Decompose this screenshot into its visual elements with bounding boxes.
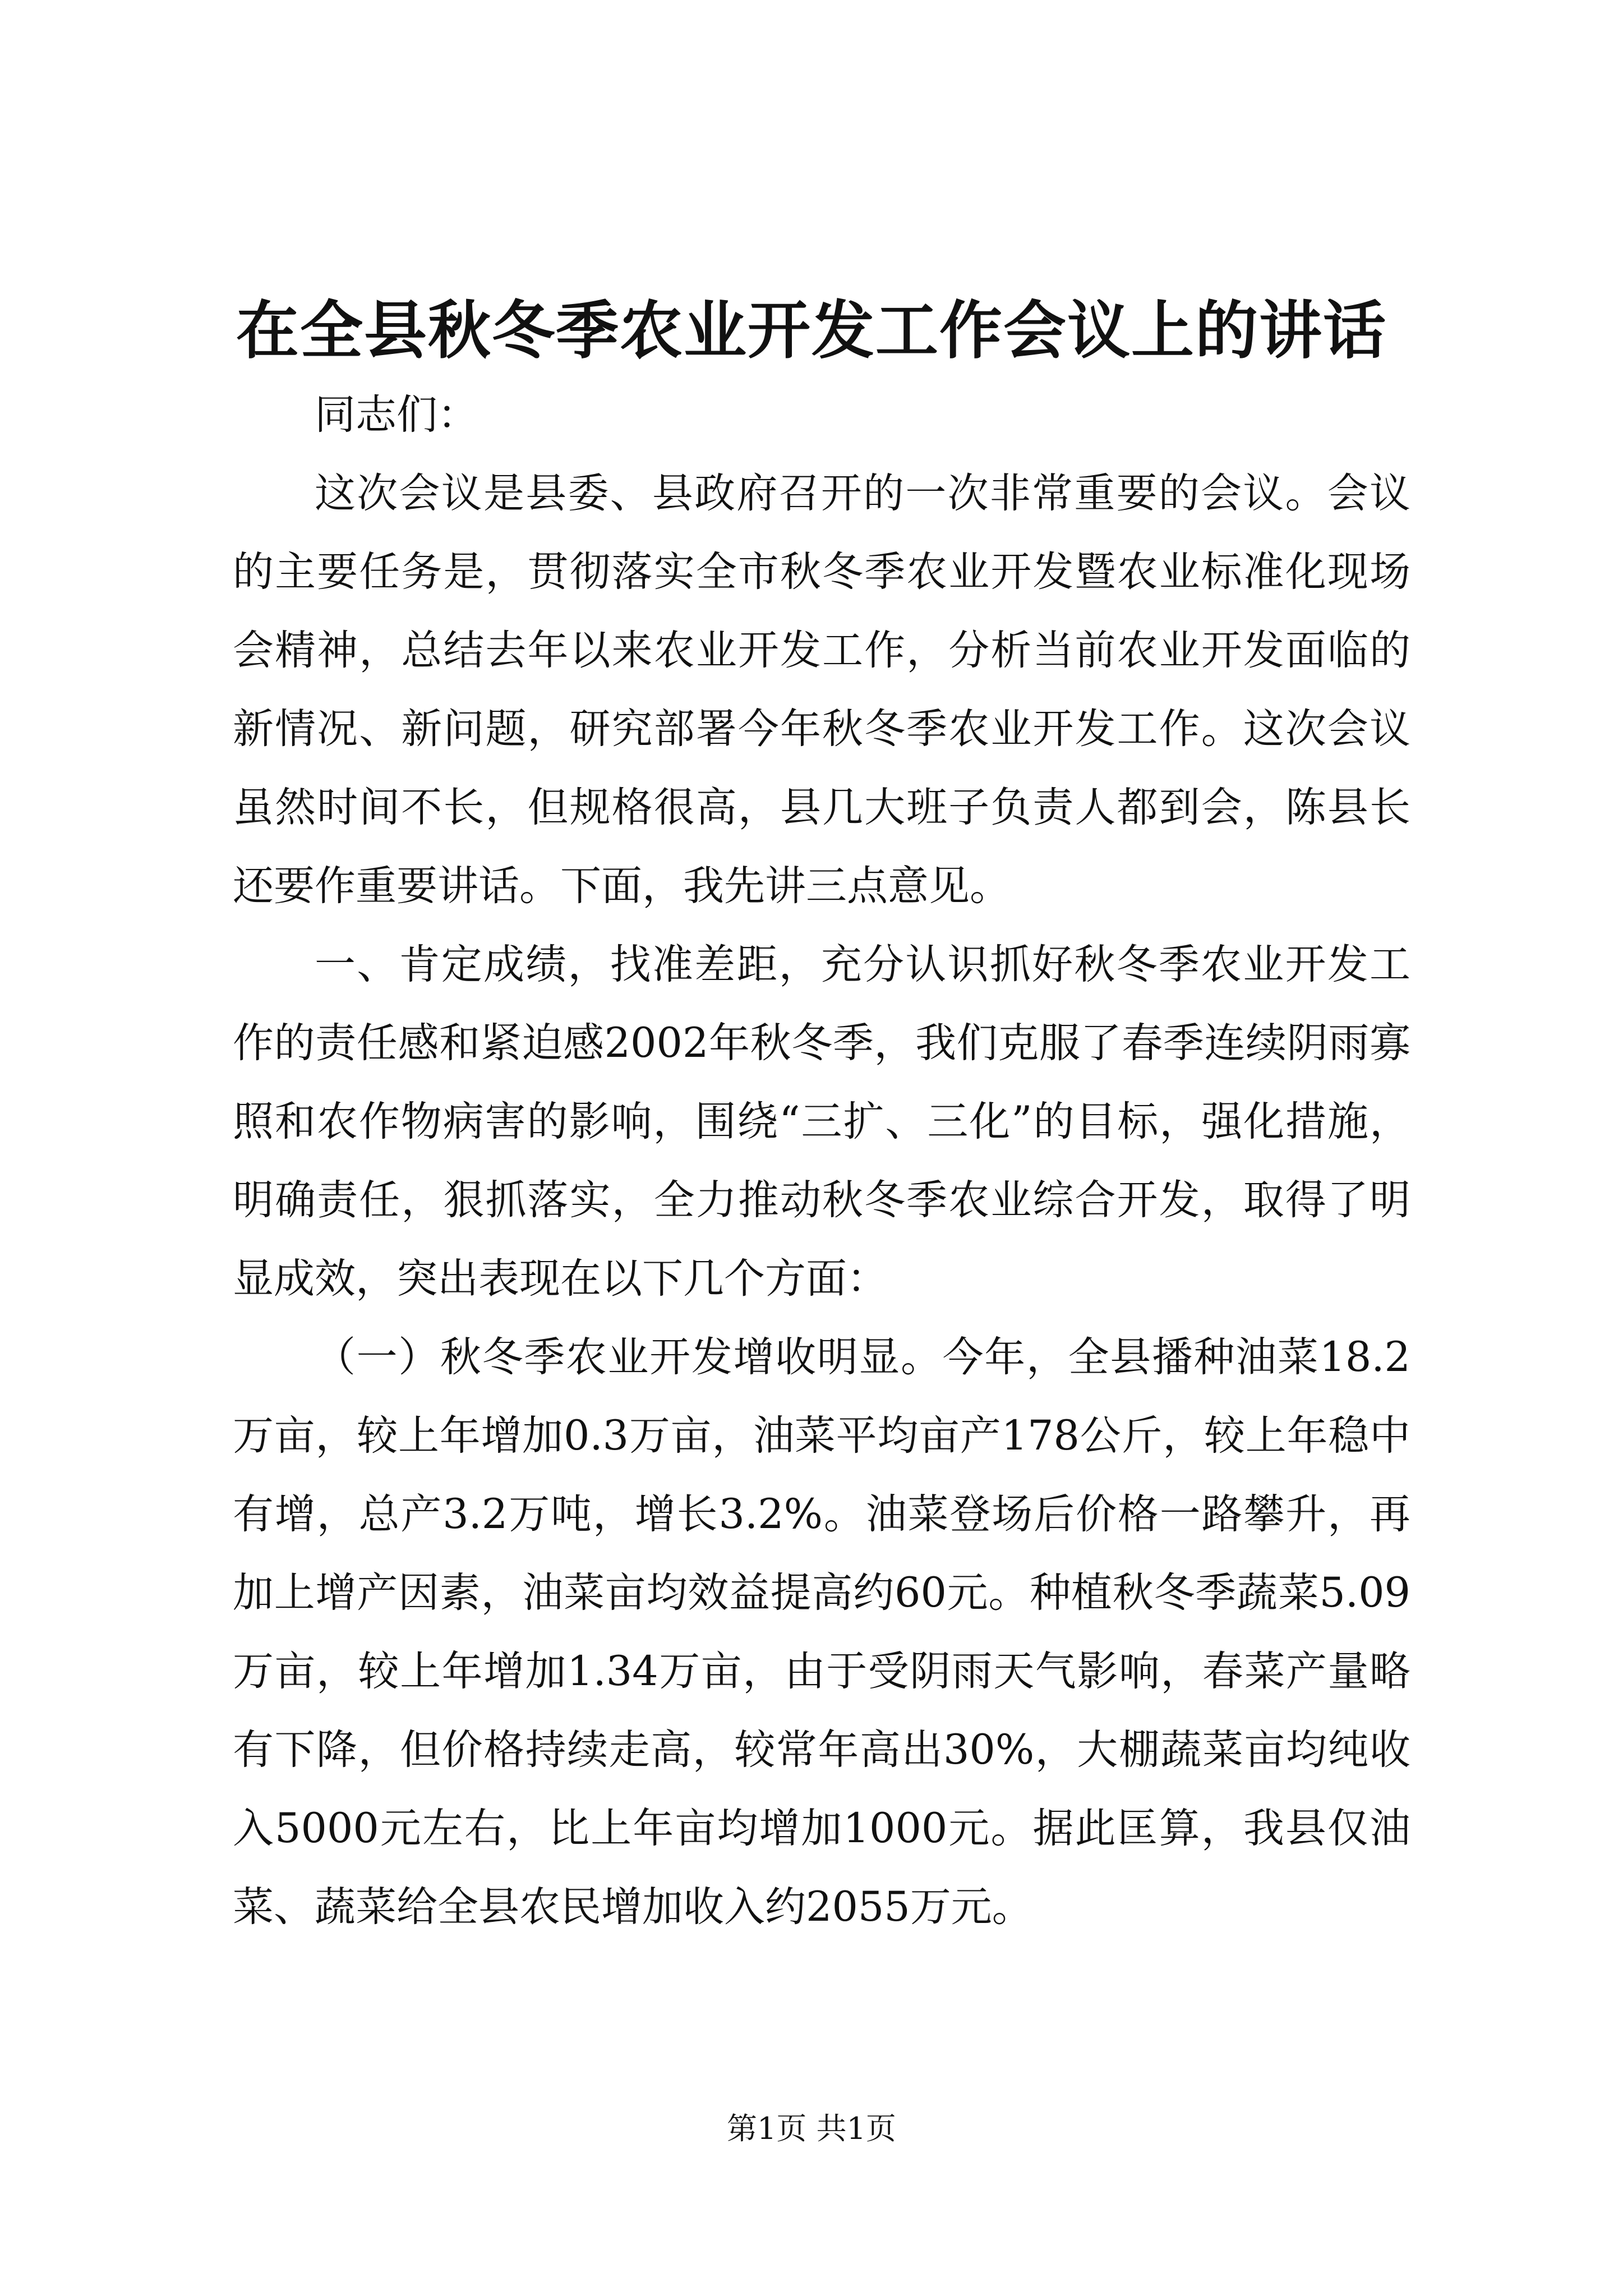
page-footer: 第1页 共1页 (727, 2111, 896, 2146)
salutation: 同志们： (315, 391, 478, 439)
document-body (233, 376, 1410, 1947)
document-title: 在全县秋冬季农业开发工作会议上的讲话 (236, 294, 1387, 367)
paragraph-2: 一、肯定成绩，找准差距，充分认识抓好秋冬季农业开发工作的责任感和紧迫感2002年秋冬季，我们克服了春季连续阴雨寡照和农作物病害的影响，围绕“三扩、三化”的目标，强化措施，明确责任，狠抓落实，全力推动秋冬季农业综合开发，取得了明显成效，突出表现在以下几个方面： (233, 941, 1410, 1303)
paragraph-1: 这次会议是县委、县政府召开的一次非常重要的会议。会议的主要任务是，贯彻落实全市秋冬季农业开发暨农业标准化现场会精神，总结去年以来农业开发工作，分析当前农业开发面临的新情况、新问题，研究部署今年秋冬季农业开发工作。这次会议虽然时间不长，但规格很高，县几大班子负责人都到会，陈县长还要作重要讲话。下面，我先讲三点意见。 (233, 470, 1410, 910)
paragraph-3: （一）秋冬季农业开发增收明显。今年，全县播种油菜18.2万亩，较上年增加0.3万亩，油菜平均亩产178公斤，较上年稳中有增，总产3.2万吨，增长3.2%。油菜登场后价格一路攀升，再加上增产因素，油菜亩均效益提高约60元。种植秋冬季蔬菜5.09万亩，较上年增加1.34万亩，由于受阴雨天气影响，春菜产量略有下降，但价格持续走高，较常年高出30%，大棚蔬菜亩均纯收入5000元左右，比上年亩均增加1000元。据此匡算，我县仅油菜、蔬菜给全县农民增加收入约2055万元。 (233, 1333, 1410, 1931)
